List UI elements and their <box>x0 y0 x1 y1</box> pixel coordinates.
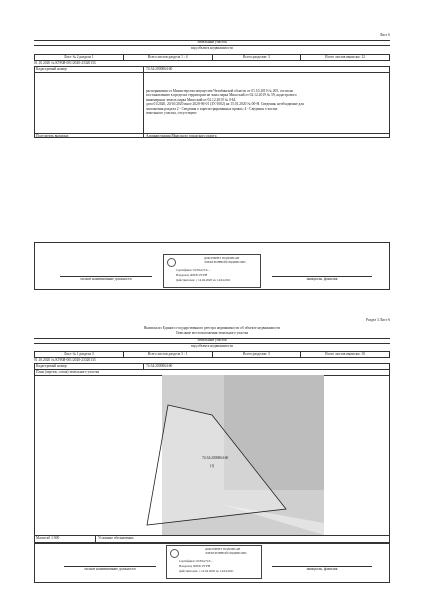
sheet-info-row-2 <box>34 351 390 358</box>
note-line: инженерных земель парка Миасский от 02.12.2019 № 0-Ы, <box>146 97 236 102</box>
object-subheading: вид объекта недвижимости <box>34 45 390 50</box>
sheet-label: Лист 6 <box>379 33 390 37</box>
table-rule <box>34 72 390 73</box>
plan-label: План (чертеж, схема) земельного участка <box>36 370 100 374</box>
sheets-in-section: Всего листов раздела 3 : 1 <box>123 352 212 358</box>
cadastral-value-2: 74:34:2000064:60 <box>146 364 173 368</box>
legend-label: Условные обозначения: <box>98 536 134 540</box>
sheets-total: Всего листов выписки: 10 <box>301 352 390 358</box>
e-signature-stamp-2 <box>166 545 262 579</box>
note-line: заполнения раздела 2 - Сведения о зарегистрированных правах; 4 - Сведения о частях <box>146 106 278 111</box>
emblem-icon <box>167 258 176 267</box>
emblem-icon <box>170 549 179 558</box>
stamp-line: Действителен: с 14.04.2020 по 14.04.2021 <box>179 569 234 573</box>
stamp-line: Владелец: ФГИС ЕГРН <box>176 273 208 277</box>
scale-label: Масштаб 1:500 <box>36 536 60 540</box>
note-line: постановлению в пределах территории не зоны парка Миасский от 02.12.2019 № 59, кадастрового <box>146 93 297 98</box>
sheet-number: Лист № 2 раздела 1 <box>35 55 124 61</box>
sections-total: Всего разделов: 3 <box>212 352 301 358</box>
sheet-number: Лист № 1 раздела 3 <box>35 352 124 358</box>
special-notes <box>146 89 386 115</box>
stamp-line: ЭЛЕКТРОННОЙ ПОДПИСЬЮ <box>205 551 247 555</box>
sheets-total: Всего листов выписки: 12 <box>301 55 390 61</box>
object-heading-2: Земельный участок <box>197 338 227 342</box>
name-caption: инициалы, фамилия <box>306 277 338 281</box>
note-line: дата 01/2020, 20/10/2020 иное 2020-06-01 (ЗУ/1002) на 15.01.2020 № 00-Н. Сведения, необходимые для <box>146 102 304 107</box>
stamp-line: Сертификат: 01E9A7C0... <box>176 268 210 272</box>
table-divider <box>143 66 144 138</box>
note-line: распоряжения от Министерства имущества Челябинской области от 01.10.2019 № 205, согласно <box>146 89 294 93</box>
plot-label: 74:34:2000064:60 <box>202 456 229 460</box>
cadastral-value: 74:34:2000064:60 <box>146 67 173 71</box>
stamp-line: ДОКУМЕНТ ПОДПИСАН <box>204 256 240 260</box>
sheet-info-row <box>34 54 390 61</box>
extract-date-2: 01.10.2020 № КУВИ-001/2020-23320133 <box>34 358 96 362</box>
table-divider <box>95 535 96 543</box>
plot-sublabel: (1) <box>210 464 215 468</box>
object-subheading-2: вид объекта недвижимости <box>34 343 390 348</box>
stamp-line: Владелец: ФГИС ЕГРН <box>179 564 211 568</box>
document-subtitle: Описание местоположения земельного участка <box>175 331 249 335</box>
document-title: Выписка из Единого государственного реестра недвижимости об объекте недвижимости <box>143 326 281 330</box>
position-caption: полное наименование должности <box>80 277 132 281</box>
e-signature-stamp <box>163 254 261 288</box>
name-caption-2: инициалы, фамилия <box>306 567 338 571</box>
stamp-line: Действителен: с 14.04.2020 по 14.04.2021 <box>176 278 231 282</box>
cadastral-label: Кадастровый номер: <box>36 67 68 71</box>
position-caption-2: полное наименование должности <box>84 567 136 571</box>
plot-plan-drawing <box>34 375 390 535</box>
stamp-line: ЭЛЕКТРОННОЙ ПОДПИСЬЮ <box>204 260 246 264</box>
recipient-value: Администрация Миасского городского округа <box>146 134 217 138</box>
cadastral-label-2: Кадастровый номер: <box>36 364 68 368</box>
table-rule <box>34 535 390 536</box>
extract-date: 01.10.2020 № КУВИ-001/2020-23320133 <box>34 61 96 65</box>
sections-total: Всего разделов: 3 <box>212 55 301 61</box>
note-line: земельного участка, отсутствуют. <box>146 111 198 116</box>
stamp-line: Сертификат: 01E9A7C0... <box>179 559 213 563</box>
object-heading: Земельный участок <box>197 40 227 44</box>
sheet-label-2: Раздел 3 Лист 6 <box>366 318 390 322</box>
stamp-line: ДОКУМЕНТ ПОДПИСАН <box>205 547 241 551</box>
recipient-label: Получатель выписки: <box>36 134 69 138</box>
sheets-in-section: Всего листов раздела 1 : 4 <box>123 55 212 61</box>
